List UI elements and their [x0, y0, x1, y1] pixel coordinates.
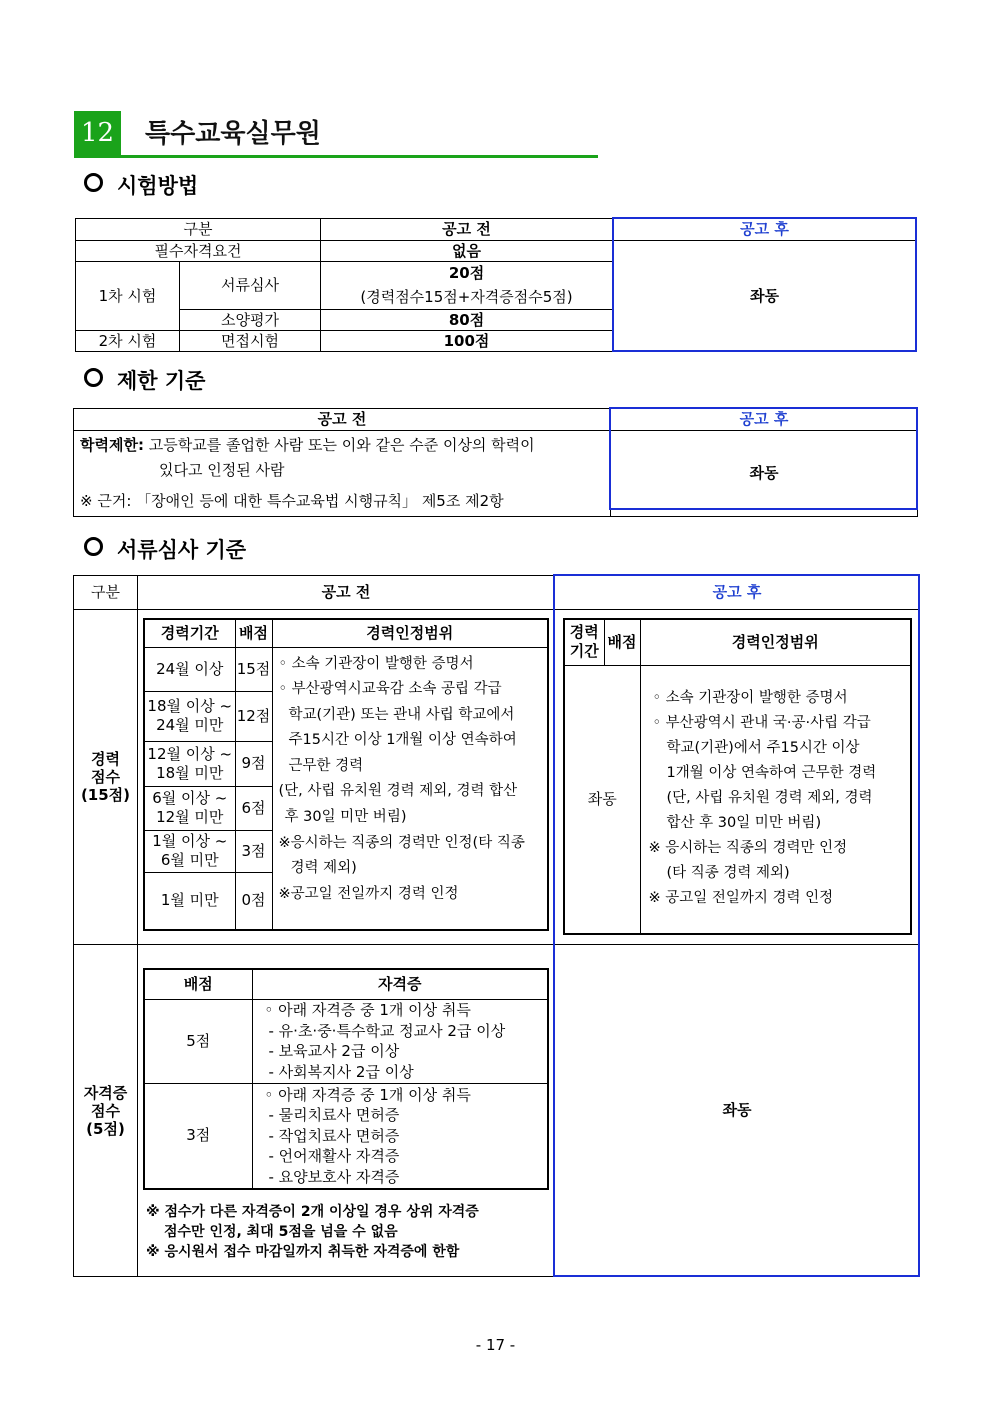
- head-after: 공고 후: [555, 576, 920, 610]
- circle-bullet-icon: [84, 368, 103, 387]
- cert-after-same: 좌동: [555, 945, 920, 1277]
- career-scope-after: ◦ 소속 기관장이 발행한 증명서 ◦ 부산광역시 관내 국·공·사립 각급 학교(기관)에서 주15시간 이상 1개월 이상 연속하여 근무한 경력 (단, 사립 유치원 경력 제외, 경력 합산 후 30일 미만 버림) ※ 응시하는 직종의 경력만 인정 (타 직종 경력 제외) ※ 공고일 전일까지 경력 인정: [640, 665, 911, 934]
- career-before-table: [143, 618, 549, 931]
- career-scope-before: ◦ 소속 기관장이 발행한 증명서 ◦ 부산광역시교육감 소속 공립 각급 학교(기관) 또는 관내 사립 학교에서 주15시간 이상 1개월 이상 연속하여 근무한 경력 (단, 사립 유치원 경력 제외, 경력 합산 후 30일 미만 버림) ※응시하는 직종의 경력만 인정(타 직종 경력 제외) ※공고일 전일까지 경력 인정: [272, 647, 548, 930]
- career-period: 1월 미만: [144, 872, 235, 930]
- cert-notes: ※ 점수가 다른 자격증이 2개 이상일 경우 상위 자격증 점수만 인정, 최대 5점을 넘을 수 없음 ※ 응시원서 접수 마감일까지 취득한 자격증에 한함: [146, 1204, 479, 1260]
- career-period: 18월 이상 ~ 24월 미만: [144, 691, 235, 741]
- after-highlight-box: [609, 407, 918, 510]
- edu-text2: 있다고 인정된 사람: [159, 461, 285, 479]
- attitude-score: 80점: [321, 310, 613, 331]
- second-exam-label: 2차 시험: [76, 331, 180, 352]
- career-head-period: 경력기간: [144, 619, 235, 647]
- after-highlight-box: [612, 217, 917, 352]
- attitude-label: 소양평가: [180, 310, 321, 331]
- career-head-period: 경력 기간: [564, 619, 604, 665]
- after-highlight-box: [553, 574, 920, 1277]
- required-qual-value: 없음: [321, 241, 613, 262]
- restriction-basis: ※ 근거: 「장애인 등에 대한 특수교육법 시행규칙」 제5조 제2항: [80, 492, 504, 510]
- head-before: 공고 전: [321, 219, 613, 241]
- cert-items: ◦ 아래 자격증 중 1개 이상 취득 - 물리치료사 면허증 - 작업치료사 면허증 - 언어재활사 자격증 - 요양보호사 자격증: [252, 1083, 548, 1189]
- doc-review-score: 20점: [448, 264, 485, 282]
- circle-bullet-icon: [84, 173, 103, 192]
- edu-text1: 고등학교를 졸업한 사람 또는 이와 같은 수준 이상의 학력이: [148, 436, 535, 454]
- career-period: 1월 이상 ~ 6월 미만: [144, 830, 235, 872]
- career-score: 6점: [235, 786, 272, 830]
- required-qual-label: 필수자격요건: [76, 241, 321, 262]
- career-period: 6월 이상 ~ 12월 미만: [144, 786, 235, 830]
- first-exam-label: 1차 시험: [76, 262, 180, 331]
- career-period: 24월 이상: [144, 647, 235, 691]
- career-period: 12월 이상 ~ 18월 미만: [144, 741, 235, 786]
- doc-review-label: 서류심사: [180, 262, 321, 310]
- cert-label: 자격증 점수 (5점): [74, 945, 138, 1277]
- after-same: 좌동: [611, 431, 918, 517]
- circle-bullet-icon: [84, 537, 103, 556]
- cert-score: 5점: [144, 999, 252, 1083]
- career-score: 3점: [235, 830, 272, 872]
- cert-score: 3점: [144, 1083, 252, 1189]
- career-score: 9점: [235, 741, 272, 786]
- head-before: 공고 전: [74, 409, 611, 431]
- cert-head-score: 배점: [144, 969, 252, 999]
- head-after: 공고 후: [613, 219, 917, 241]
- career-head-scope: 경력인정범위: [640, 619, 911, 665]
- heading-exam-method: 시험방법: [84, 172, 198, 200]
- section-title: 특수교육실무원: [145, 119, 321, 149]
- cert-before-table: [143, 968, 549, 1190]
- interview-label: 면접시험: [180, 331, 321, 352]
- section-number: 12: [74, 111, 121, 156]
- page-number: - 17 -: [475, 1336, 516, 1354]
- career-head-score: 배점: [235, 619, 272, 647]
- head-after: 공고 후: [611, 409, 918, 431]
- cert-head-name: 자격증: [252, 969, 548, 999]
- interview-score: 100점: [321, 331, 613, 352]
- head-category: 구분: [76, 219, 321, 241]
- career-score: 0점: [235, 872, 272, 930]
- cert-items: ◦ 아래 자격증 중 1개 이상 취득 - 유·초·중·특수학교 정교사 2급 이상 - 보육교사 2급 이상 - 사회복지사 2급 이상: [252, 999, 548, 1083]
- head-category: 구분: [74, 576, 138, 610]
- heading-doc-review: 서류심사 기준: [84, 536, 246, 564]
- career-label: 경력 점수 (15점): [74, 610, 138, 945]
- career-after-same: 좌동: [564, 665, 640, 934]
- section-rule: [74, 155, 598, 158]
- restriction-content: [74, 431, 611, 517]
- heading-restriction: 제한 기준: [84, 367, 205, 395]
- after-same: 좌동: [613, 241, 917, 352]
- career-score: 12점: [235, 691, 272, 741]
- head-before: 공고 전: [138, 576, 555, 610]
- doc-review-score-cell: [321, 262, 613, 310]
- doc-review-detail: (경력점수15점+자격증점수5점): [360, 288, 573, 306]
- edu-label: 학력제한:: [80, 436, 144, 454]
- career-head-score: 배점: [604, 619, 640, 665]
- career-head-scope: 경력인정범위: [272, 619, 548, 647]
- career-score: 15점: [235, 647, 272, 691]
